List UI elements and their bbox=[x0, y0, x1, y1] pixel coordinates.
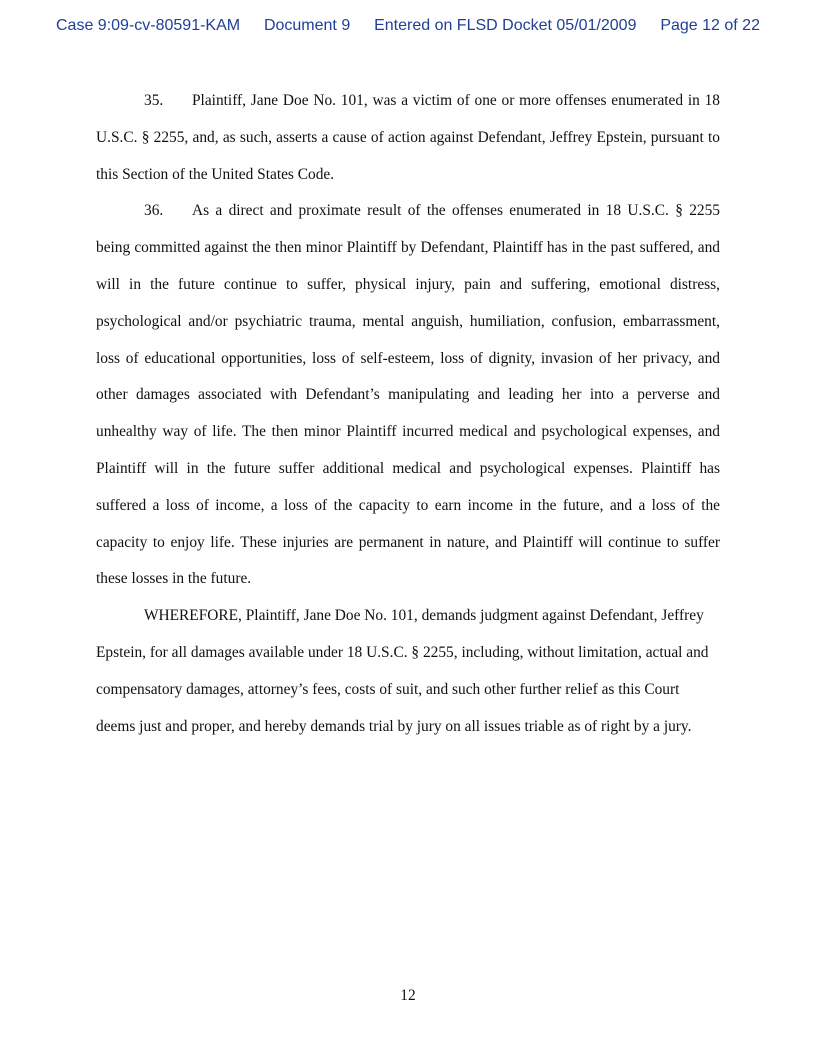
paragraph-number: 35. bbox=[144, 92, 164, 109]
page-count: Page 12 of 22 bbox=[660, 17, 760, 34]
document-body bbox=[96, 83, 720, 745]
paragraph-text: As a direct and proximate result of the offenses enumerated in 18 U.S.C. § 2255 being committed against the then minor Plaintiff by Defendant, Plaintiff has in the past suffered, and will in the future continue to suffer, physical injury, pain and suffering, emotional distress, psychological and/or psychiatric trauma, mental anguish, humiliation, confusion, embarrassment, loss of educational opportunities, loss of self-esteem, loss of dignity, invasion of her privacy, and other damages associated with Defendant’s manipulating and leading her into a perverse and unhealthy way of life. The then minor Plaintiff incurred medical and psychological expenses, and Plaintiff will in the future suffer additional medical and psychological expenses. Plaintiff has suffered a loss of income, a loss of the capacity to earn income in the future, and a loss of the capacity to enjoy life. These injuries are permanent in nature, and Plaintiff will continue to suffer these losses in the future. bbox=[96, 202, 720, 588]
docket-entry-date: Entered on FLSD Docket 05/01/2009 bbox=[374, 17, 637, 34]
document-number: Document 9 bbox=[263, 17, 351, 34]
paragraph-35 bbox=[96, 83, 720, 193]
case-number: Case 9:09-cv-80591-KAM bbox=[56, 17, 241, 34]
wherefore-clause: WHEREFORE, Plaintiff, Jane Doe No. 101, demands judgment against Defendant, Jeffrey Epstein, for all damages available under 18 U.S.C. § 2255, including, without limitation, actual and compensatory damages, attorney’s fees, costs of suit, and such other further relief as this Court deems just and proper, and hereby demands trial by jury on all issues triable as of right by a jury. bbox=[96, 607, 709, 735]
docket-header bbox=[56, 17, 760, 35]
paragraph-text: Plaintiff, Jane Doe No. 101, was a victim of one or more offenses enumerated in 18 U.S.C. § 2255, and, as such, asserts a cause of action against Defendant, Jeffrey Epstein, pursuant to this Section of the United States Code. bbox=[96, 92, 720, 183]
paragraph-number: 36. bbox=[144, 202, 164, 220]
paragraph-36 bbox=[96, 193, 720, 598]
page-number: 12 bbox=[400, 987, 416, 1004]
